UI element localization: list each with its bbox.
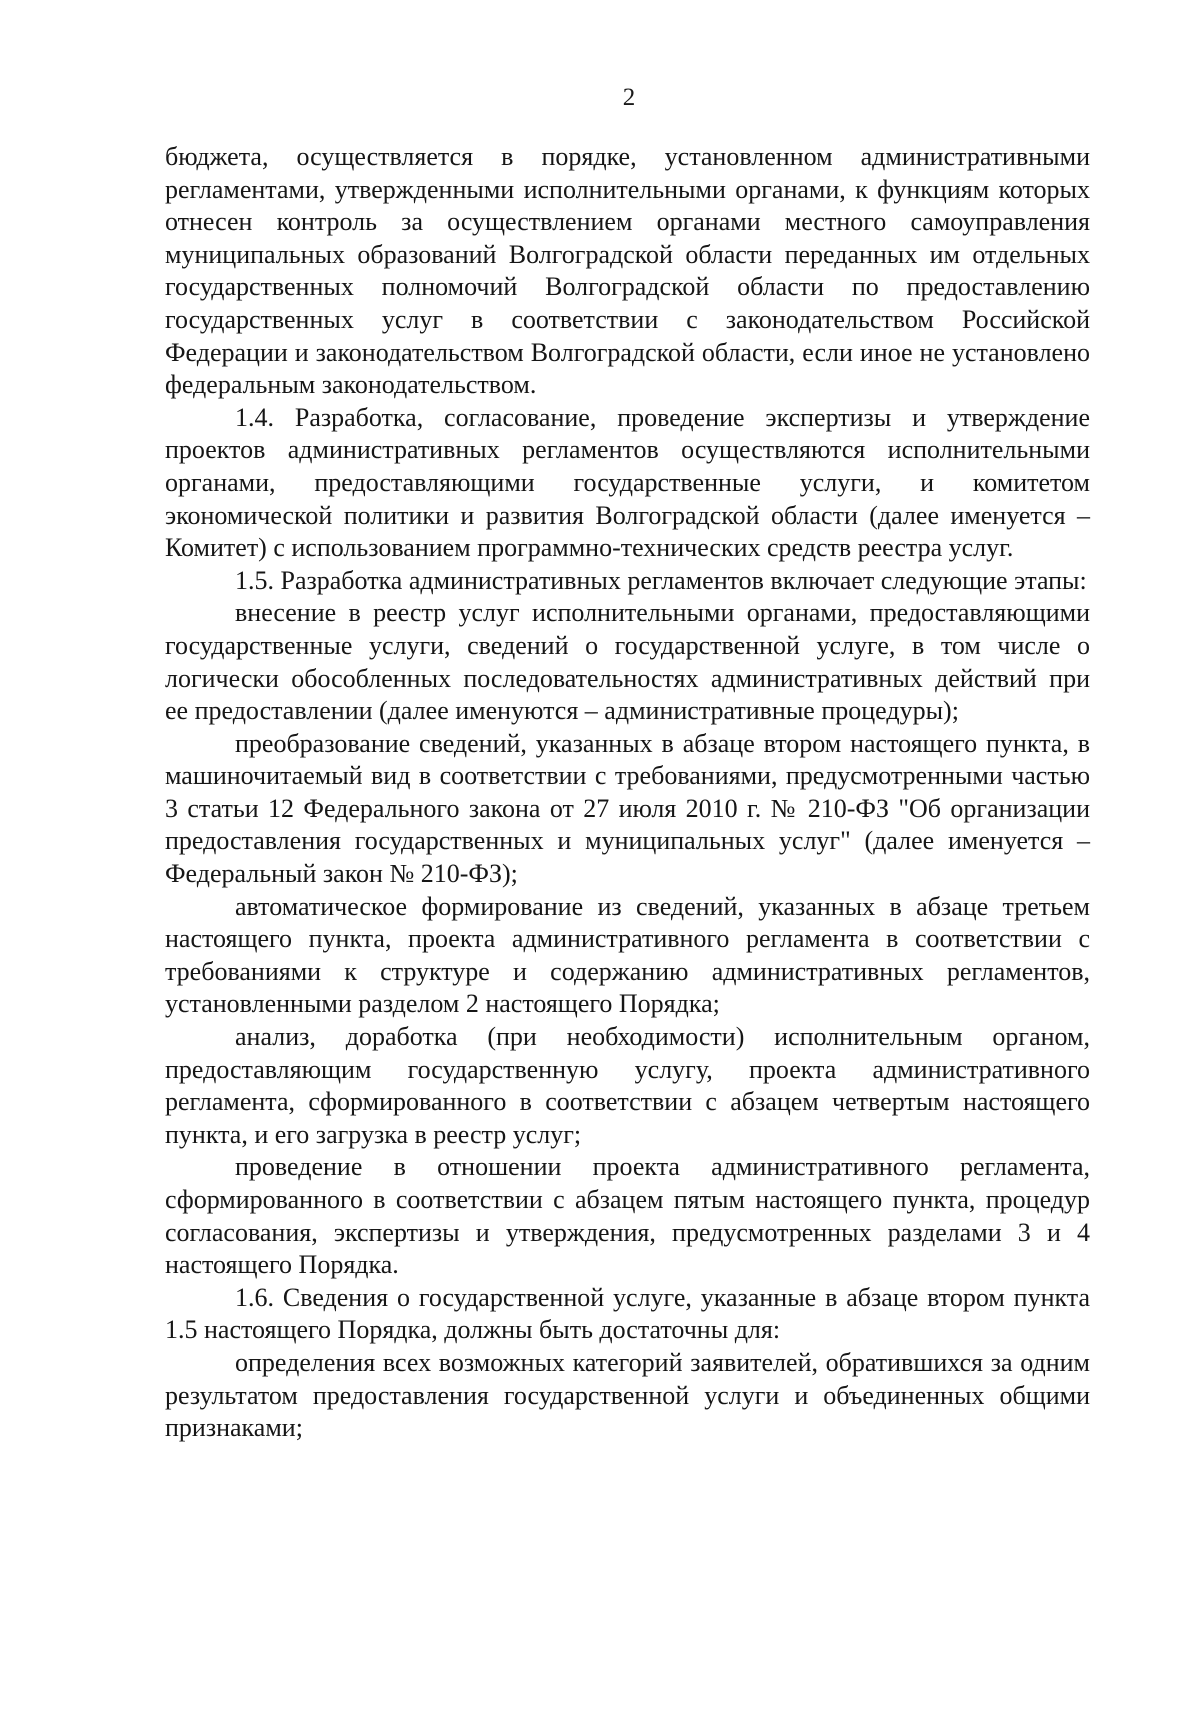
paragraph-stage-3: автоматическое формирование из сведений, указанных в абзаце третьем настоящего пункта, проекта административного регламента в соответствии с требованиями к структуре и содержанию административных регламентов, установленными разделом 2 настоящего Порядка; [165,891,1090,1019]
paragraph-continuation: бюджета, осуществляется в порядке, установленном административными регламентами, утвержденными исполнительными органами, к функциям которых отнесен контроль за осуществлением органами местного самоуправления муниципальных образований Волгоградской области переданных им отдельных государственных полномочий Волгоградской области по предоставлению государственных услуг в соответствии с законодательством Российской Федерации и законодательством Волгоградской области, если иное не установлено федеральным законодательством. [165,142,1090,400]
paragraph-stage-2: преобразование сведений, указанных в абзаце втором настоящего пункта, в машиночитаемый вид в соответствии с требованиями, предусмотренными частью 3 статьи 12 Федерального закона от 27 июля 2010 г. № 210-ФЗ "Об организации предоставления государственных и муниципальных услуг" (далее именуется – Федеральный закон № 210-ФЗ); [165,728,1090,889]
paragraph-stage-5: проведение в отношении проекта административного регламента, сформированного в соответствии с абзацем пятым настоящего пункта, процедур согласования, экспертизы и утверждения, предусмотренных разделами 3 и 4 настоящего Порядка. [165,1152,1090,1280]
paragraph-1-6: 1.6. Сведения о государственной услуге, указанные в абзаце втором пункта 1.5 настоящего Порядка, должны быть достаточны для: [165,1282,1090,1345]
paragraph-list-item-1: определения всех возможных категорий заявителей, обратившихся за одним результатом предоставления государственной услуги и объединенных общими признаками; [165,1347,1090,1443]
paragraph-stage-4: анализ, доработка (при необходимости) исполнительным органом, предоставляющим государственную услугу, проекта административного регламента, сформированного в соответствии с абзацем четвертым настоящего пункта, и его загрузка в реестр услуг; [165,1022,1090,1149]
paragraph-stage-1: внесение в реестр услуг исполнительными органами, предоставляющими государственные услуги, сведений о государственной услуге, в том числе о логически обособленных последовательностях административных действий при ее предоставлении (далее именуются – административные процедуры); [165,598,1090,726]
document-body [165,141,1090,1445]
paragraph-1-4: 1.4. Разработка, согласование, проведение экспертизы и утверждение проектов административных регламентов осуществляются исполнительными органами, предоставляющими государственные услуги, и комитетом экономической политики и развития Волгоградской области (далее именуется – Комитет) с использованием программно-технических средств реестра услуг. [165,402,1090,563]
paragraph-1-5: 1.5. Разработка административных регламентов включает следующие этапы: [235,565,1087,595]
page-number: 2 [622,84,636,111]
